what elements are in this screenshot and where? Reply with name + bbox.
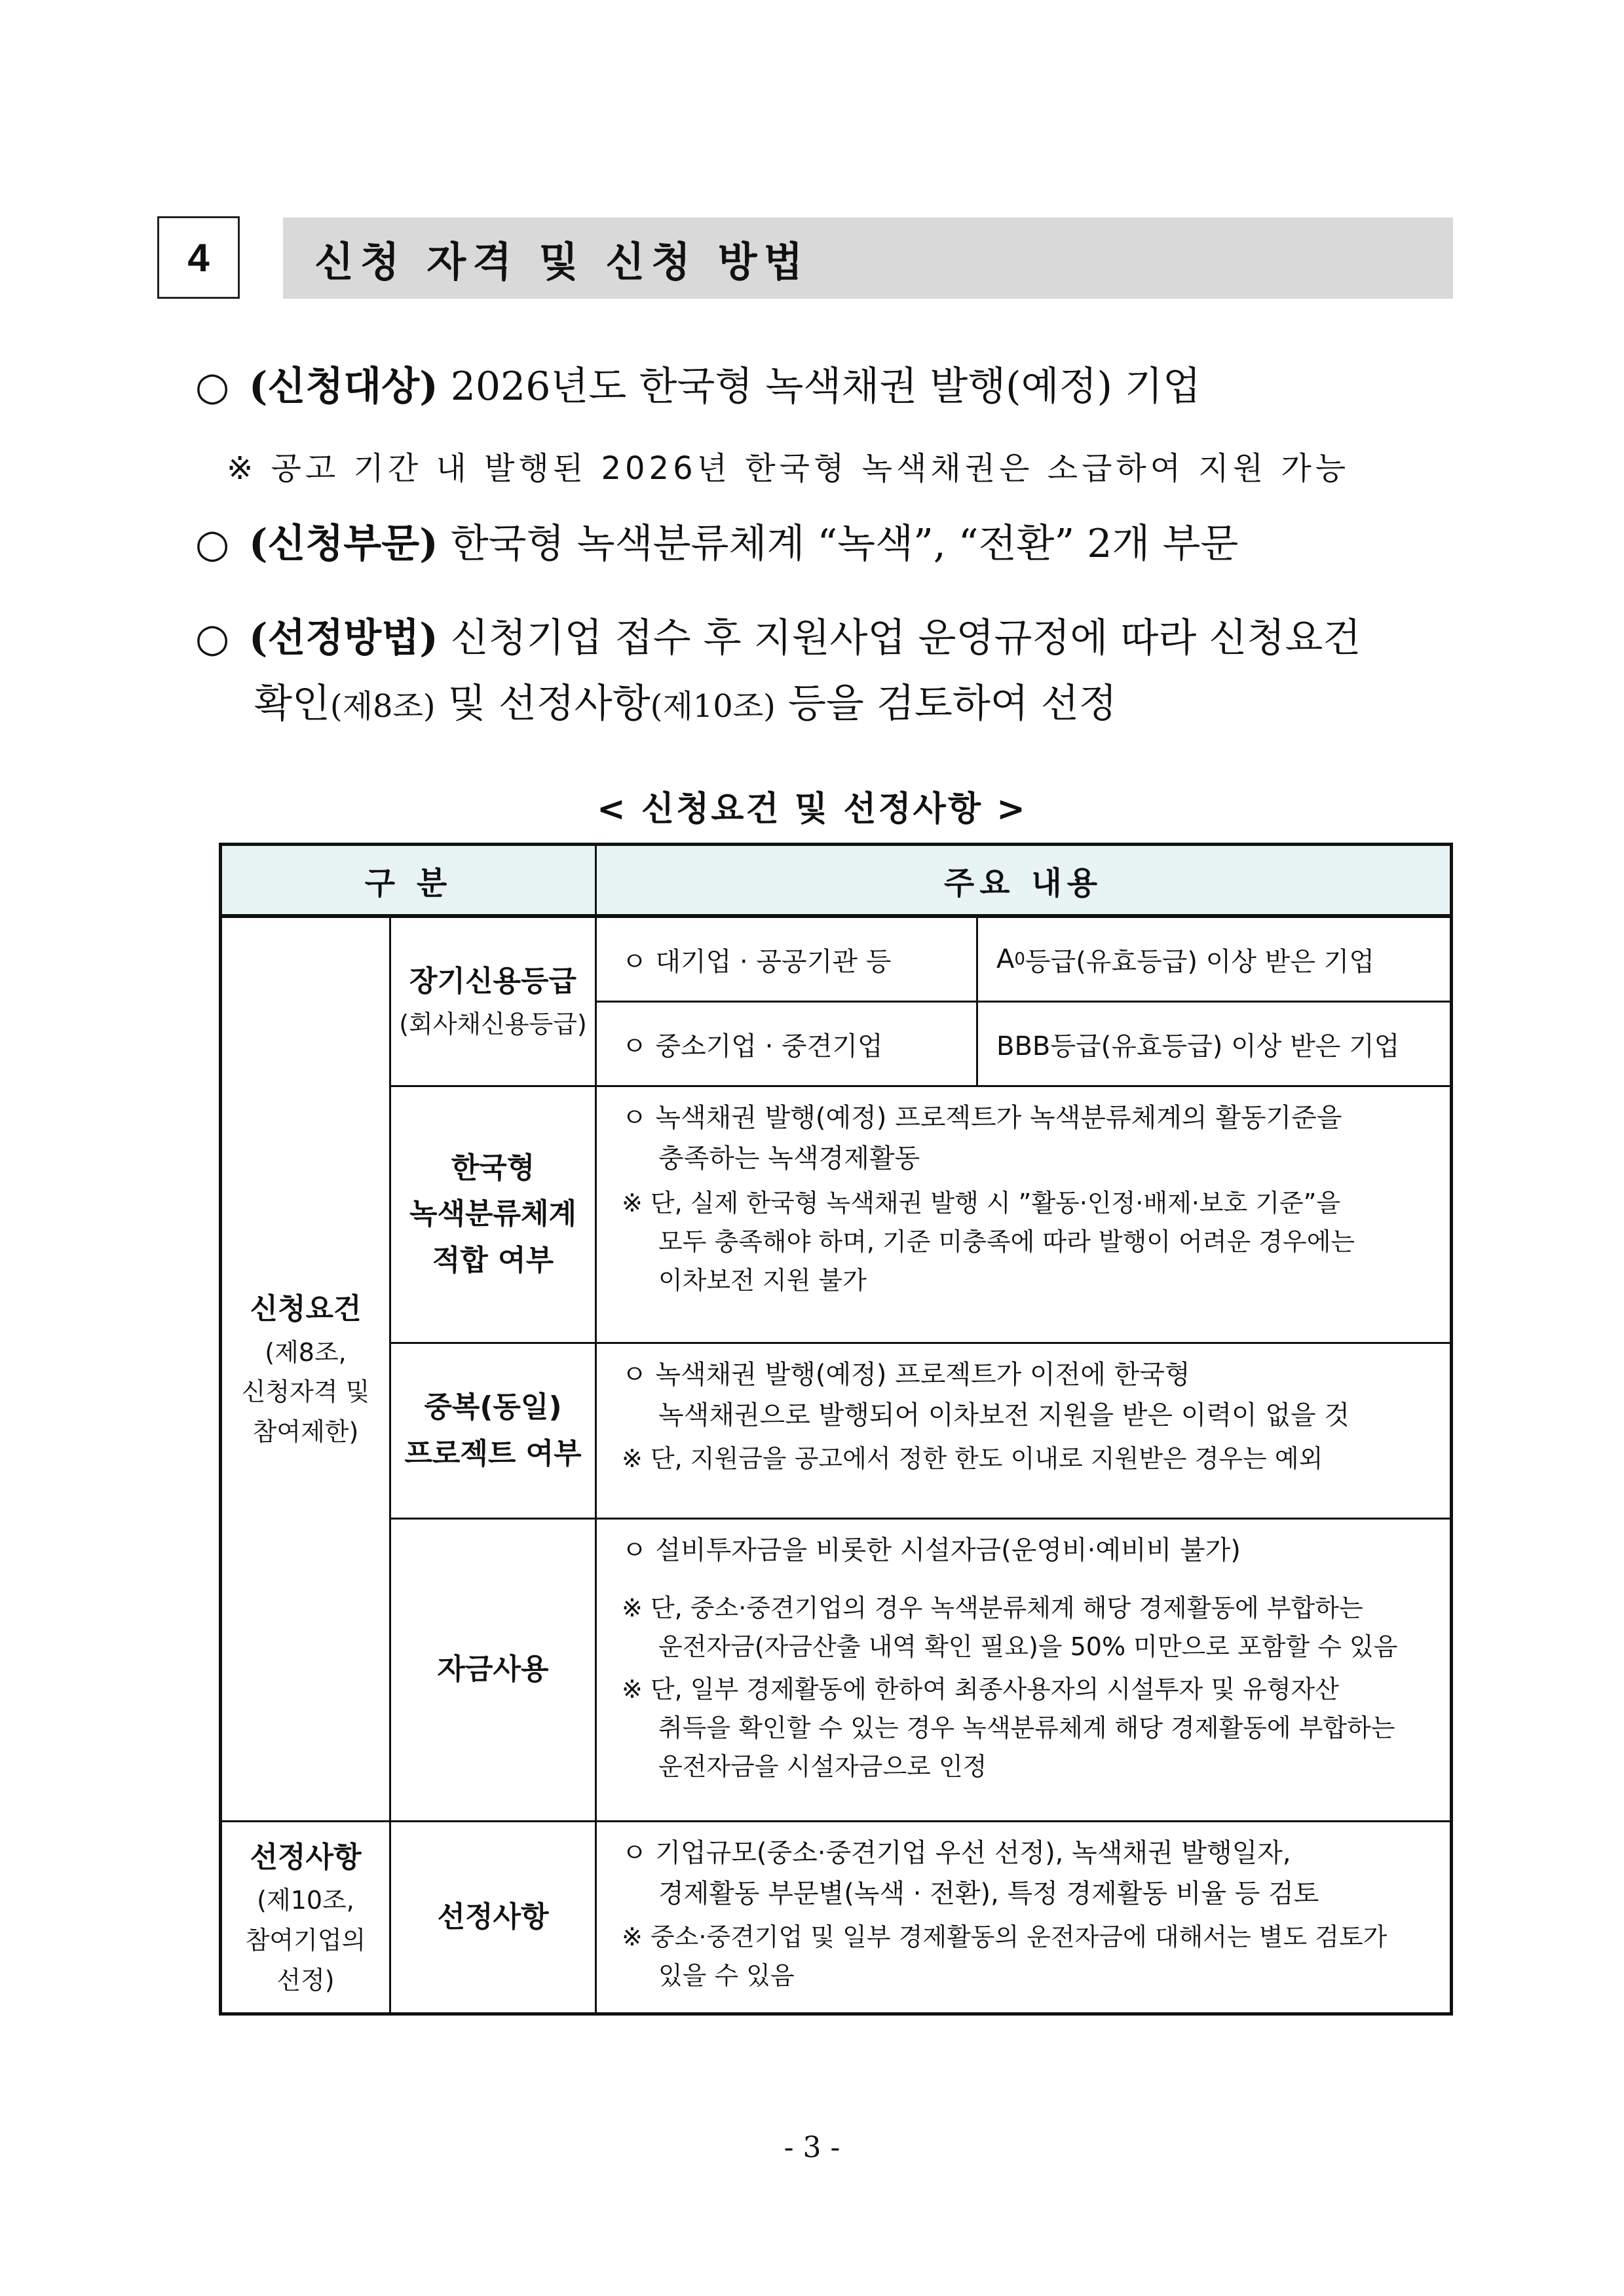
- funds-note-2a: ※ 단, 일부 경제활동에 한하여 최종사용자의 시설투자 및 유형자산: [622, 1674, 1339, 1704]
- taxonomy-note-3: 이차보전 지원 불가: [658, 1265, 867, 1295]
- requirements-group: [222, 918, 391, 1822]
- bullet-target: [195, 364, 1201, 410]
- requirements-sub-3: 참여제한): [252, 1417, 359, 1447]
- duplicate-title-1: 중복(동일): [424, 1390, 562, 1425]
- selection-note-2: 있을 수 있음: [658, 1961, 795, 1990]
- funds-label: [391, 1520, 597, 1822]
- requirements-sub-1: (제8조,: [265, 1337, 347, 1367]
- selection-content: [597, 1822, 1450, 2012]
- taxonomy-content: [597, 1087, 1450, 1344]
- funds-content: [597, 1520, 1450, 1822]
- method-ref-art8: (제8조): [330, 688, 436, 725]
- method-text-a: 확인: [254, 681, 330, 727]
- bullet-target-label: (신청대상): [249, 364, 438, 410]
- selection-note-1: ※ 중소·중견기업 및 일부 경제활동의 운전자금에 대해서는 별도 검토가: [622, 1923, 1388, 1951]
- selection-label-text: 선정사항: [437, 1900, 549, 1934]
- selection-line-2: 경제활동 부문별(녹색 · 전환), 특정 경제활동 비율 등 검토: [658, 1879, 1319, 1909]
- credit-rating-sub: (회사채신용등급): [399, 1010, 587, 1039]
- section-number: 4: [157, 216, 240, 299]
- bullet-method-line2: [254, 681, 1117, 727]
- duplicate-label: [391, 1344, 597, 1520]
- selection-title: 선정사항: [250, 1840, 362, 1874]
- credit-row2-grade: BBB등급(유효등급) 이상 받은 기업: [978, 1003, 1450, 1087]
- taxonomy-title-3: 적합 여부: [432, 1243, 554, 1277]
- credit-row1-grade: [978, 918, 1450, 1003]
- requirements-sub-2: 신청자격 및: [241, 1377, 370, 1407]
- duplicate-line-1: ㅇ 녹색채권 발행(예정) 프로젝트가 이전에 한국형: [622, 1360, 1190, 1390]
- taxonomy-title-2: 녹색분류체계: [409, 1197, 577, 1231]
- bullet-sector-text: 한국형 녹색분류체계 “녹색”, “전환” 2개 부문: [450, 521, 1239, 567]
- credit-row2-target: ㅇ 중소기업 · 중견기업: [597, 1003, 978, 1087]
- taxonomy-title-1: 한국형: [451, 1151, 535, 1185]
- bullet-sector: [195, 521, 1239, 567]
- taxonomy-line-1: ㅇ 녹색채권 발행(예정) 프로젝트가 녹색분류체계의 활동기준을: [622, 1103, 1342, 1133]
- circle-bullet-icon: ○: [195, 364, 230, 410]
- duplicate-title-2: 프로젝트 여부: [404, 1436, 582, 1470]
- funds-line-1: ㅇ 설비투자금을 비롯한 시설자금(운영비·예비비 불가): [622, 1535, 1241, 1565]
- selection-sub-1: (제10조,: [257, 1886, 354, 1915]
- circle-bullet-icon: ○: [195, 521, 230, 567]
- funds-note-2b: 취득을 확인할 수 있는 경우 녹색분류체계 해당 경제활동에 부합하는: [658, 1713, 1395, 1742]
- method-ref-art10: (제10조): [650, 688, 776, 725]
- funds-note-2c: 운전자금을 시설자금으로 인정: [658, 1751, 987, 1781]
- bullet-sector-label: (신청부문): [249, 521, 438, 567]
- taxonomy-note-1: ※ 단, 실제 한국형 녹색채권 발행 시 ”활동·인정·배제·보호 기준”을: [622, 1189, 1341, 1217]
- requirements-title: 신청요건: [250, 1292, 362, 1326]
- bullet-target-note: ※ 공고 기간 내 발행된 2026년 한국형 녹색채권은 소급하여 지원 가능: [227, 450, 1350, 487]
- selection-label: [391, 1822, 597, 2012]
- selection-sub-3: 선정): [276, 1965, 335, 1995]
- grade-a: A: [996, 944, 1015, 974]
- circle-bullet-icon: ○: [195, 615, 230, 661]
- requirements-table: [219, 843, 1453, 2016]
- bullet-target-text: 2026년도 한국형 녹색채권 발행(예정) 기업: [450, 364, 1201, 410]
- selection-group: [222, 1822, 391, 2012]
- section-title: 신청 자격 및 신청 방법: [283, 218, 1453, 299]
- taxonomy-line-2: 충족하는 녹색경제활동: [658, 1143, 920, 1174]
- bullet-method-text: 신청기업 접수 후 지원사업 운영규정에 따라 신청요건: [450, 615, 1361, 661]
- funds-title: 자금사용: [437, 1653, 549, 1687]
- method-text-b: 및 선정사항: [435, 681, 651, 727]
- taxonomy-label: [391, 1087, 597, 1344]
- bullet-method-label: (선정방법): [249, 615, 438, 661]
- header-content: 주요 내용: [597, 846, 1450, 918]
- duplicate-line-2: 녹색채권으로 발행되어 이차보전 지원을 받은 이력이 없을 것: [658, 1400, 1350, 1430]
- bullet-method: [195, 615, 1361, 661]
- method-text-c: 등을 검토하여 선정: [775, 681, 1117, 727]
- duplicate-note-1: ※ 단, 지원금을 공고에서 정한 한도 이내로 지원받은 경우는 예외: [622, 1444, 1323, 1473]
- grade-a-rest: 등급(유효등급) 이상 받은 기업: [1025, 946, 1374, 977]
- credit-rating-title: 장기신용등급: [409, 964, 577, 998]
- credit-rating-label: [391, 918, 597, 1087]
- table-caption: < 신청요건 및 선정사항 >: [597, 790, 1027, 829]
- page-number: - 3 -: [784, 2131, 840, 2164]
- duplicate-content: [597, 1344, 1450, 1520]
- selection-line-1: ㅇ 기업규모(중소·중견기업 우선 선정), 녹색채권 발행일자,: [622, 1838, 1291, 1868]
- funds-note-1a: ※ 단, 중소·중견기업의 경우 녹색분류체계 해당 경제활동에 부합하는: [622, 1594, 1363, 1622]
- funds-note-1b: 운전자금(자금산출 내역 확인 필요)을 50% 미만으로 포함할 수 있음: [658, 1632, 1398, 1661]
- credit-row1-target: ㅇ 대기업 · 공공기관 등: [597, 918, 978, 1003]
- taxonomy-note-2: 모두 충족해야 하며, 기준 미충족에 따라 발행이 어려운 경우에는: [658, 1227, 1355, 1256]
- selection-sub-2: 참여기업의: [245, 1925, 366, 1955]
- header-category: 구 분: [222, 846, 597, 918]
- grade-superscript: 0: [1014, 949, 1025, 969]
